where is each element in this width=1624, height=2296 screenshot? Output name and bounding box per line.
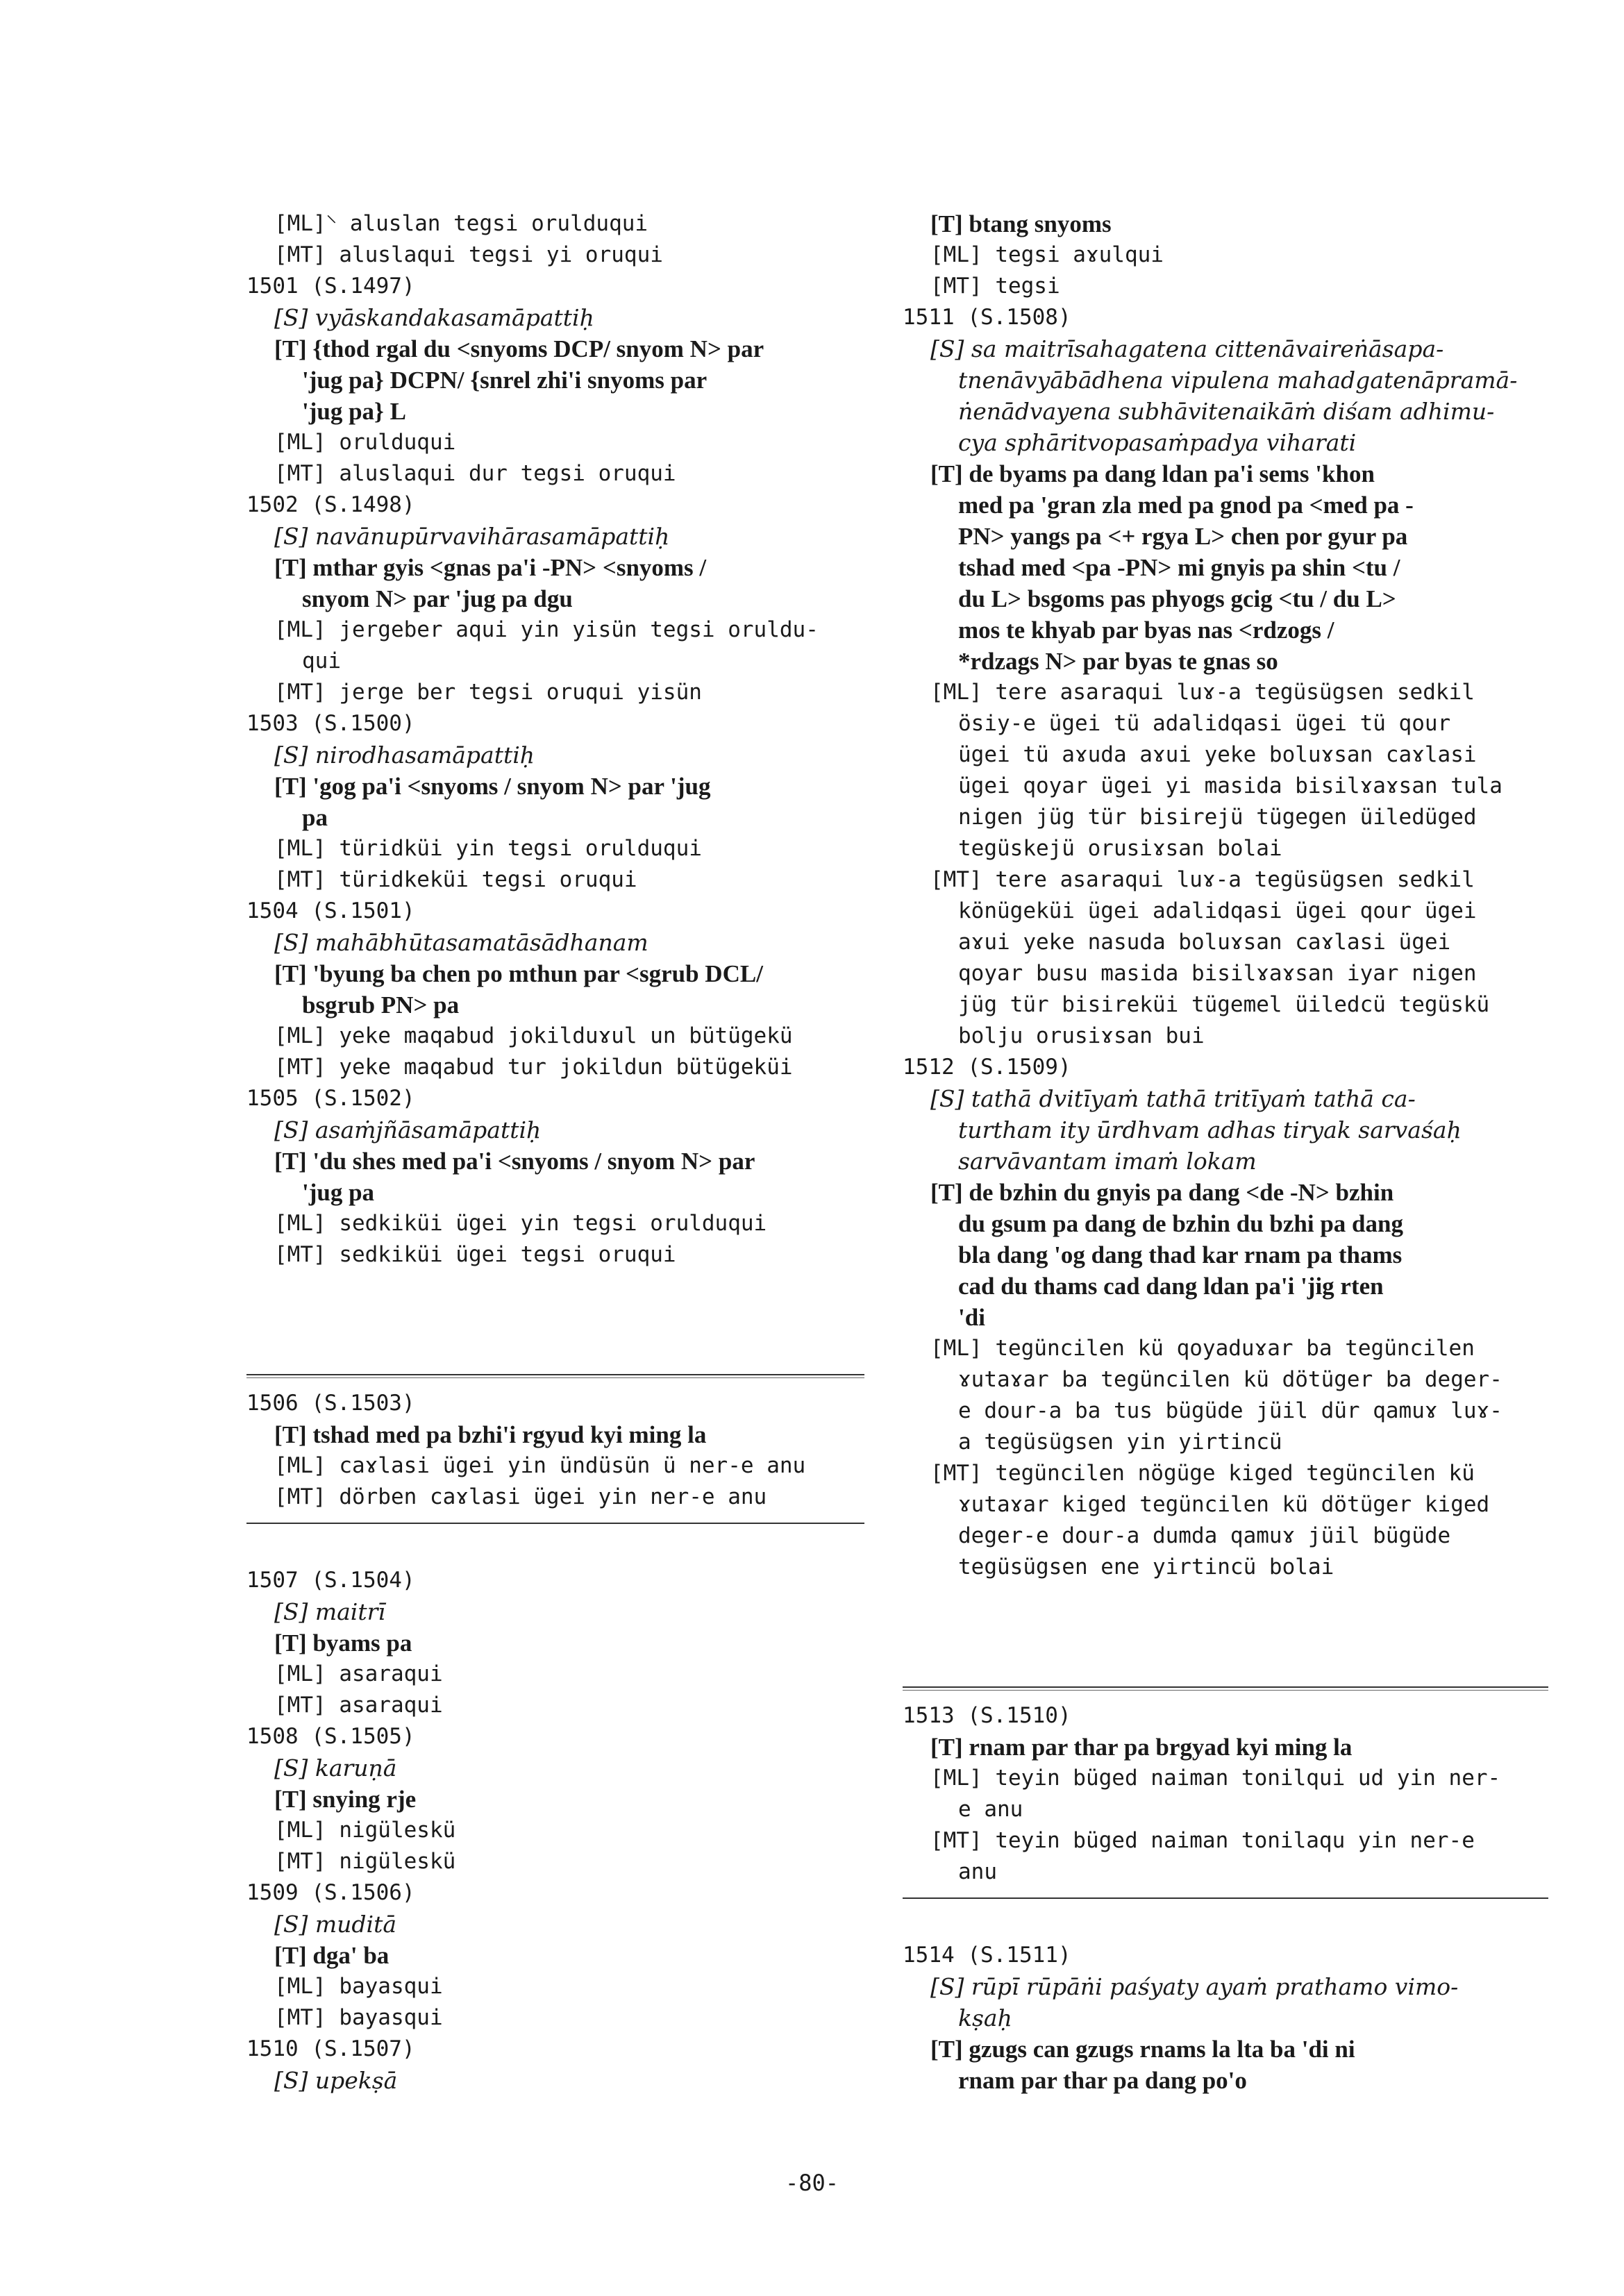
entry-line: bla dang 'og dang thad kar rnam pa thams: [958, 1241, 1403, 1268]
entry-line: [ML] teyin büged naiman tonilqui ud yin ner-: [930, 1766, 1501, 1791]
entry-line: [ML] yeke maqabud jokilduɤul un bütügekü: [274, 1023, 793, 1048]
entry-line: tegüskejü orusiɤsan bolai: [958, 836, 1282, 861]
entry-line: [ML] caɤlasi ügei yin ündüsün ü ner-e anu: [274, 1453, 806, 1478]
entry-line: qoyar busu masida bisilɤaɤsan iyar nigen: [958, 961, 1477, 986]
section-divider: [246, 1523, 864, 1524]
entry-line: tshad med <pa -PN> mi gnyis pa shin <tu /: [958, 554, 1400, 581]
entry-number: 1511 (S.1508): [903, 305, 1071, 330]
entry-line: a tegüsügsen yin yirtincü: [958, 1430, 1282, 1455]
entry-line: [ML] jergeber aqui yin yisün tegsi oruldu-: [274, 617, 819, 642]
entry-line: könügeküi ügei adalidqasi ügei qour ügei: [958, 898, 1477, 923]
entry-line: du L> bsgoms pas phyogs gcig <tu / du L>: [958, 585, 1396, 612]
entry-line: [S] maitrī: [274, 1598, 385, 1625]
entry-number: 1512 (S.1509): [903, 1055, 1071, 1080]
entry-line: 'jug pa} DCPN/ {snrel zhi'i snyoms par: [302, 367, 708, 394]
entry-line: 'jug pa: [302, 1179, 375, 1206]
entry-line: [MT] jerge ber tegsi oruqui yisün: [274, 680, 702, 705]
entry-line: [ML] tegüncilen kü qoyaduɤar ba tegüncilen: [930, 1336, 1475, 1361]
entry-line: tnenāvyābādhena vipulena mahadgatenāpramā-: [958, 367, 1518, 394]
entry-line: [T] 'gog pa'i <snyoms / snyom N> par 'jug: [274, 773, 711, 800]
page-number: -80-: [785, 2170, 839, 2196]
entry-line: [T] mthar gyis <gnas pa'i -PN> <snyoms /: [274, 554, 707, 581]
entry-line: [MT] türidkeküi tegsi oruqui: [274, 867, 637, 892]
entry-line: [MT] dörben caɤlasi ügei yin ner-e anu: [274, 1484, 767, 1509]
entry-line: ösiy-e ügei tü adalidqasi ügei tü qour: [958, 711, 1451, 736]
entry-line: aɤui yeke nasuda boluɤsan caɤlasi ügei: [958, 930, 1451, 955]
entry-line: ɤutaɤar kiged tegüncilen kü dötüger kiged: [958, 1492, 1490, 1517]
entry-line: ügei tü aɤuda aɤui yeke boluɤsan caɤlasi: [958, 742, 1477, 767]
left-column: [246, 208, 864, 2096]
entry-line: [S] mahābhūtasamatāsādhanam: [274, 929, 648, 956]
entry-line: ügei qoyar ügei yi masida bisilɤaɤsan tula: [958, 773, 1502, 798]
entry-line: [MT] tere asaraqui luɤ-a tegüsügsen sedkil: [930, 867, 1475, 892]
entry-line: [ML] asaraqui: [274, 1661, 443, 1686]
entry-number: 1505 (S.1502): [246, 1086, 415, 1111]
entry-line: [MT] yeke maqabud tur jokildun bütügeküi: [274, 1055, 793, 1080]
entry-line: [MT] tegüncilen nögüge kiged tegüncilen kü: [930, 1461, 1475, 1486]
entry-line: tegüsügsen ene yirtincü bolai: [958, 1555, 1334, 1579]
entry-line: [ML] türidküi yin tegsi orulduqui: [274, 836, 702, 861]
entry-line: [T] rnam par thar pa brgyad kyi ming la: [930, 1734, 1353, 1761]
entry-line: [ML] sedkiküi ügei yin tegsi orulduqui: [274, 1211, 767, 1236]
spacer: [246, 1271, 864, 1302]
entry-line: [T] dga' ba: [274, 1942, 390, 1969]
spacer: [903, 1583, 1548, 1614]
entry-line: [S] sa maitrīsahagatena cittenāvaireṅāsapa-: [930, 335, 1444, 362]
entry-line: ɤutaɤar ba tegüncilen kü dötüger ba deger-: [958, 1367, 1502, 1392]
entry-number: 1506 (S.1503): [246, 1391, 415, 1416]
entry-line: sarvāvantam imaṁ lokam: [958, 1148, 1257, 1175]
entry-line: rnam par thar pa dang po'o: [958, 2067, 1247, 2094]
entry-line: [T] {thod rgal du <snyoms DCP/ snyom N> par: [274, 335, 764, 362]
entry-line: nigen jüg tür bisirejü tügegen üiledüged: [958, 805, 1477, 830]
entry-line: cya sphāritvopasaṁpadya viharati: [958, 429, 1357, 456]
entry-line: [MT] aluslaqui tegsi yi oruqui: [274, 242, 663, 267]
entry-line: [MT] bayasqui: [274, 2005, 443, 2030]
entry-line: [S] tathā dvitīyaṁ tathā tritīyaṁ tathā ca-: [930, 1085, 1416, 1112]
entry-line: anu: [958, 1859, 997, 1884]
entry-line: kṣaḥ: [958, 2004, 1012, 2031]
entry-line: e dour-a ba tus bügüde jüil dür qamuɤ luɤ-: [958, 1398, 1502, 1423]
entry-line: [T] btang snyoms: [930, 210, 1112, 237]
entry-number: 1501 (S.1497): [246, 274, 415, 299]
entry-line: [S] navānupūrvavihārasamāpattiḥ: [274, 523, 670, 550]
entry-line: snyom N> par 'jug pa dgu: [302, 585, 573, 612]
entry-number: 1509 (S.1506): [246, 1880, 415, 1905]
entry-line: bolju orusiɤsan bui: [958, 1023, 1205, 1048]
entry-line: [S] rūpī rūpāṅi paśyaty ayaṁ prathamo vimo-: [930, 1973, 1459, 2000]
entry-line: [ML] bayasqui: [274, 1974, 443, 1999]
entry-line: [MT] sedkiküi ügei tegsi oruqui: [274, 1242, 676, 1267]
entry-line: [S] nirodhasamāpattiḥ: [274, 741, 535, 769]
entry-number: 1507 (S.1504): [246, 1568, 415, 1593]
entry-number: 1508 (S.1505): [246, 1724, 415, 1749]
section-divider: [903, 1897, 1548, 1899]
section-divider: [903, 1686, 1548, 1691]
entry-line: bsgrub PN> pa: [302, 991, 460, 1019]
entry-line: [MT] tegsi: [930, 274, 1060, 299]
entry-line: [T] de byams pa dang ldan pa'i sems 'khon: [930, 460, 1375, 487]
entry-line: [ML]⸌ aluslan tegsi orulduqui: [274, 211, 648, 236]
entry-line: [ML] orulduqui: [274, 430, 456, 455]
right-column: [903, 208, 1548, 2096]
entry-line: [T] snying rje: [274, 1786, 417, 1813]
entry-line: pa: [302, 804, 328, 831]
entry-line: mos te khyab par byas nas <rdzogs /: [958, 617, 1334, 644]
entry-line: *rdzags N> par byas te gnas so: [958, 648, 1278, 675]
entry-line: [MT] nigüleskü: [274, 1849, 456, 1874]
entry-line: [ML] nigüleskü: [274, 1818, 456, 1843]
entry-line: [ML] tegsi aɤulqui: [930, 242, 1164, 267]
entry-line: [T] tshad med pa bzhi'i rgyud kyi ming la: [274, 1421, 707, 1448]
entry-line: 'jug pa} L: [302, 398, 406, 425]
entry-line: ṅenādvayena subhāvitenaikāṁ diśam adhimu-: [958, 398, 1495, 425]
entry-number: 1510 (S.1507): [246, 2036, 415, 2061]
entry-number: 1514 (S.1511): [903, 1943, 1071, 1968]
spacer: [246, 1302, 864, 1333]
entry-number: 1503 (S.1500): [246, 711, 415, 736]
entry-line: [S] muditā: [274, 1911, 397, 1938]
entry-line: PN> yangs pa <+ rgya L> chen por gyur pa: [958, 523, 1408, 550]
entry-line: deger-e dour-a dumda qamuɤ jüil bügüde: [958, 1523, 1451, 1548]
entry-line: [T] 'byung ba chen po mthun par <sgrub DCL/: [274, 960, 763, 987]
entry-line: e anu: [958, 1797, 1023, 1822]
entry-line: qui: [302, 648, 341, 673]
entry-line: med pa 'gran zla med pa gnod pa <med pa -: [958, 492, 1414, 519]
entry-line: jüg tür bisireküi tügemel üiledcü tegüskü: [958, 992, 1490, 1017]
entry-line: [T] 'du shes med pa'i <snyoms / snyom N> par: [274, 1148, 755, 1175]
entry-number: 1502 (S.1498): [246, 492, 415, 517]
entry-line: [T] byams pa: [274, 1629, 412, 1657]
entry-line: [S] vyāskandakasamāpattiḥ: [274, 304, 594, 331]
entry-line: [S] upekṣā: [274, 2067, 398, 2094]
spacer: [903, 1909, 1548, 1940]
entry-line: [S] asaṁjñāsamāpattiḥ: [274, 1116, 542, 1143]
entry-line: [MT] asaraqui: [274, 1693, 443, 1718]
entry-number: 1504 (S.1501): [246, 898, 415, 923]
entry-number: 1513 (S.1510): [903, 1703, 1071, 1728]
entry-line: [T] gzugs can gzugs rnams la lta ba 'di ni: [930, 2036, 1355, 2063]
entry-line: [ML] tere asaraqui luɤ-a tegüsügsen sedkil: [930, 680, 1475, 705]
entry-line: [MT] teyin büged naiman tonilaqu yin ner-e: [930, 1828, 1475, 1853]
entry-line: du gsum pa dang de bzhin du bzhi pa dang: [958, 1210, 1403, 1237]
spacer: [246, 1534, 864, 1565]
entry-line: turtham ity ūrdhvam adhas tiryak sarvaśaḥ: [958, 1116, 1462, 1143]
entry-line: [MT] aluslaqui dur tegsi oruqui: [274, 461, 676, 486]
spacer: [246, 1333, 864, 1364]
entry-line: [S] karuṇā: [274, 1754, 397, 1782]
spacer: [903, 1645, 1548, 1677]
entry-line: [T] de bzhin du gnyis pa dang <de -N> bzhin: [930, 1179, 1394, 1206]
section-divider: [246, 1374, 864, 1378]
entry-line: 'di: [958, 1304, 985, 1331]
spacer: [903, 1614, 1548, 1645]
entry-line: cad du thams cad dang ldan pa'i 'jig rten: [958, 1273, 1384, 1300]
